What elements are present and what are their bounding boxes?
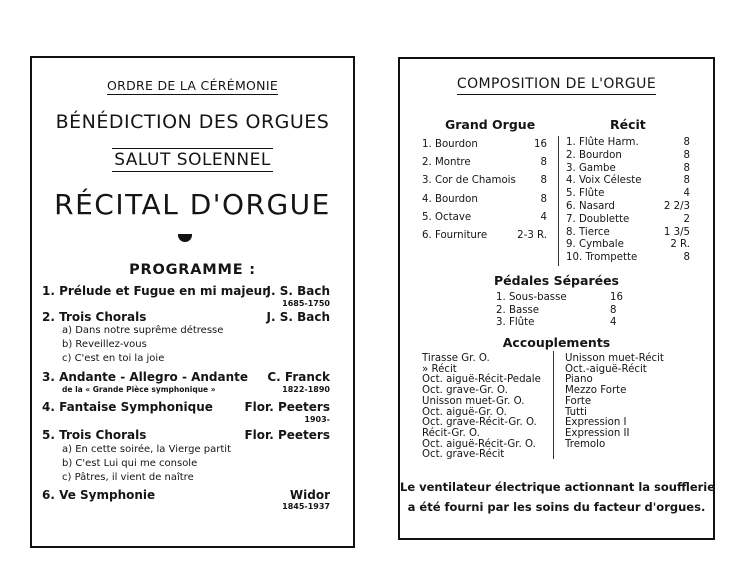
pedale-stop: 1. Sous-basse — [496, 292, 567, 303]
salut-heading: SALUT SOLENNEL — [114, 150, 271, 170]
sub-2c: c) C'est en toi la joie — [62, 353, 165, 364]
grand-orgue-stop-value: 16 — [534, 139, 547, 150]
accouplement-item: Oct.-aiguë-Récit — [565, 363, 647, 375]
accouplement-item: Expression I — [565, 417, 627, 429]
programme-item-3: 3. Andante - Allegro - Andante — [42, 370, 249, 384]
accouplement-item: Oct. grave-Gr. O. — [422, 385, 508, 397]
composer-6: Widor — [289, 488, 330, 502]
pedale-stop-value: 4 — [610, 317, 617, 328]
accouplement-item: Oct. grave-Récit-Gr. O. — [422, 417, 537, 429]
accouplements-divider — [553, 351, 554, 459]
recit-stop-value: 8 — [683, 252, 690, 264]
programme-item-1: 1. Prélude et Fugue en mi majeur — [42, 284, 269, 298]
programme-panel — [30, 56, 355, 548]
dates-1: 1685-1750 — [282, 299, 330, 308]
accouplement-item: Oct. aiguë-Récit-Gr. O. — [422, 438, 536, 450]
accouplements-heading: Accouplements — [502, 335, 611, 350]
pedale-stop: 2. Basse — [496, 304, 540, 316]
accouplement-item: Oct. grave-Récit — [422, 449, 505, 461]
grand-orgue-heading: Grand Orgue — [445, 117, 536, 132]
pedale-stop-value: 16 — [610, 292, 623, 303]
pedale-stop: 3. Flûte — [496, 317, 535, 328]
grand-orgue-stop-value: 4 — [540, 211, 547, 223]
recit-stop: 2. Bourdon — [566, 149, 622, 161]
recit-stop: 6. Nasard — [566, 201, 615, 212]
accouplement-item: Oct. aiguë-Récit-Pedale — [422, 374, 541, 386]
grand-orgue-stop: 6. Fourniture — [422, 230, 488, 241]
recit-stop-value: 4 — [683, 188, 690, 200]
recit-stop-value: 2 2/3 — [663, 201, 690, 212]
recit-stop: 3. Gambe — [566, 162, 616, 174]
programme-title: PROGRAMME : — [129, 262, 256, 278]
recit-stop: 8. Tierce — [566, 226, 610, 238]
ordre-heading: ORDRE DE LA CÉRÉMONIE — [106, 78, 279, 93]
sub-5b: b) C'est Lui qui me console — [62, 458, 198, 469]
ornament — [178, 234, 192, 242]
programme-item-4: 4. Fantaise Symphonique — [42, 400, 213, 414]
recit-stop: 1. Flûte Harm. — [566, 137, 639, 148]
accouplement-item: Forte — [565, 395, 592, 407]
recit-stop-value: 8 — [683, 162, 690, 174]
grand-orgue-stop: 3. Cor de Chamois — [422, 175, 516, 187]
programme-item-2: 2. Trois Chorals — [42, 310, 147, 324]
sub-5a: a) En cette soirée, la Vierge partit — [62, 444, 231, 455]
composer-4: Flor. Peeters — [244, 400, 330, 414]
recit-stop-value: 8 — [683, 137, 690, 148]
recit-stop-value: 8 — [683, 175, 690, 187]
recit-heading: Récit — [610, 117, 646, 132]
grand-orgue-stop-value: 2-3 R. — [517, 230, 547, 241]
footer-line-1: Le ventilateur électrique actionnant la soufflerie — [400, 480, 716, 494]
accouplement-item: Tutti — [565, 406, 587, 418]
column-divider — [558, 136, 559, 266]
grand-orgue-stop: 1. Bourdon — [422, 139, 478, 150]
recit-stop: 7. Doublette — [566, 213, 630, 225]
sub-2b: b) Reveillez-vous — [62, 339, 147, 350]
grand-orgue-stop-value: 8 — [540, 175, 547, 187]
accouplement-item: Oct. aiguë-Gr. O. — [422, 406, 507, 418]
benediction-heading: BÉNÉDICTION DES ORGUES — [55, 111, 330, 133]
recit-stop-value: 1 3/5 — [663, 226, 690, 238]
programme-item-6: 6. Ve Symphonie — [42, 488, 156, 502]
grand-orgue-stop-value: 8 — [540, 193, 547, 205]
accouplement-item: Mezzo Forte — [565, 385, 627, 397]
accouplement-item: Expression II — [565, 427, 630, 439]
recital-title: RÉCITAL D'ORGUE — [54, 188, 331, 221]
accouplement-item: Unisson muet-Gr. O. — [422, 395, 525, 407]
grand-orgue-stop: 2. Montre — [422, 157, 471, 169]
recit-stop: 4. Voix Céleste — [566, 175, 642, 187]
programme-item-5: 5. Trois Chorals — [42, 428, 147, 442]
pedales-heading: Pédales Séparées — [494, 273, 619, 288]
accouplement-item: Unisson muet-Récit — [565, 353, 664, 364]
recit-stop: 5. Flûte — [566, 188, 605, 200]
accouplement-item: » Récit — [422, 363, 457, 375]
dates-4: 1903- — [304, 415, 330, 424]
composer-3: C. Franck — [267, 370, 330, 384]
recit-stop: 9. Cymbale — [566, 239, 624, 251]
composer-1: J. S. Bach — [266, 284, 330, 298]
recit-stop-value: 8 — [683, 149, 690, 161]
accouplement-item: Tremolo — [565, 438, 606, 450]
pedale-stop-value: 8 — [610, 304, 617, 316]
sub-2a: a) Dans notre suprême détresse — [62, 325, 224, 336]
composer-2: J. S. Bach — [266, 310, 330, 324]
grand-orgue-stop: 4. Bourdon — [422, 193, 478, 205]
sub-5c: c) Pâtres, il vient de naître — [62, 472, 194, 483]
recit-stop: 10. Trompette — [566, 252, 638, 264]
note-3: de la « Grande Pièce symphonique » — [62, 385, 216, 394]
composition-panel — [398, 57, 715, 540]
accouplement-item: Piano — [565, 374, 593, 386]
accouplement-item: Tirasse Gr. O. — [422, 353, 490, 364]
composition-title: COMPOSITION DE L'ORGUE — [400, 76, 713, 92]
accouplement-item: Récit-Gr. O. — [422, 427, 480, 439]
grand-orgue-stop-value: 8 — [540, 157, 547, 169]
grand-orgue-stop: 5. Octave — [422, 211, 472, 223]
recit-stop-value: 2 — [683, 213, 690, 225]
dates-3: 1822-1890 — [282, 385, 330, 394]
recit-stop-value: 2 R. — [670, 239, 690, 251]
footer-line-2: a été fourni par les soins du facteur d'orgues. — [407, 500, 706, 514]
dates-6: 1845-1937 — [282, 502, 330, 511]
composer-5: Flor. Peeters — [244, 428, 330, 442]
